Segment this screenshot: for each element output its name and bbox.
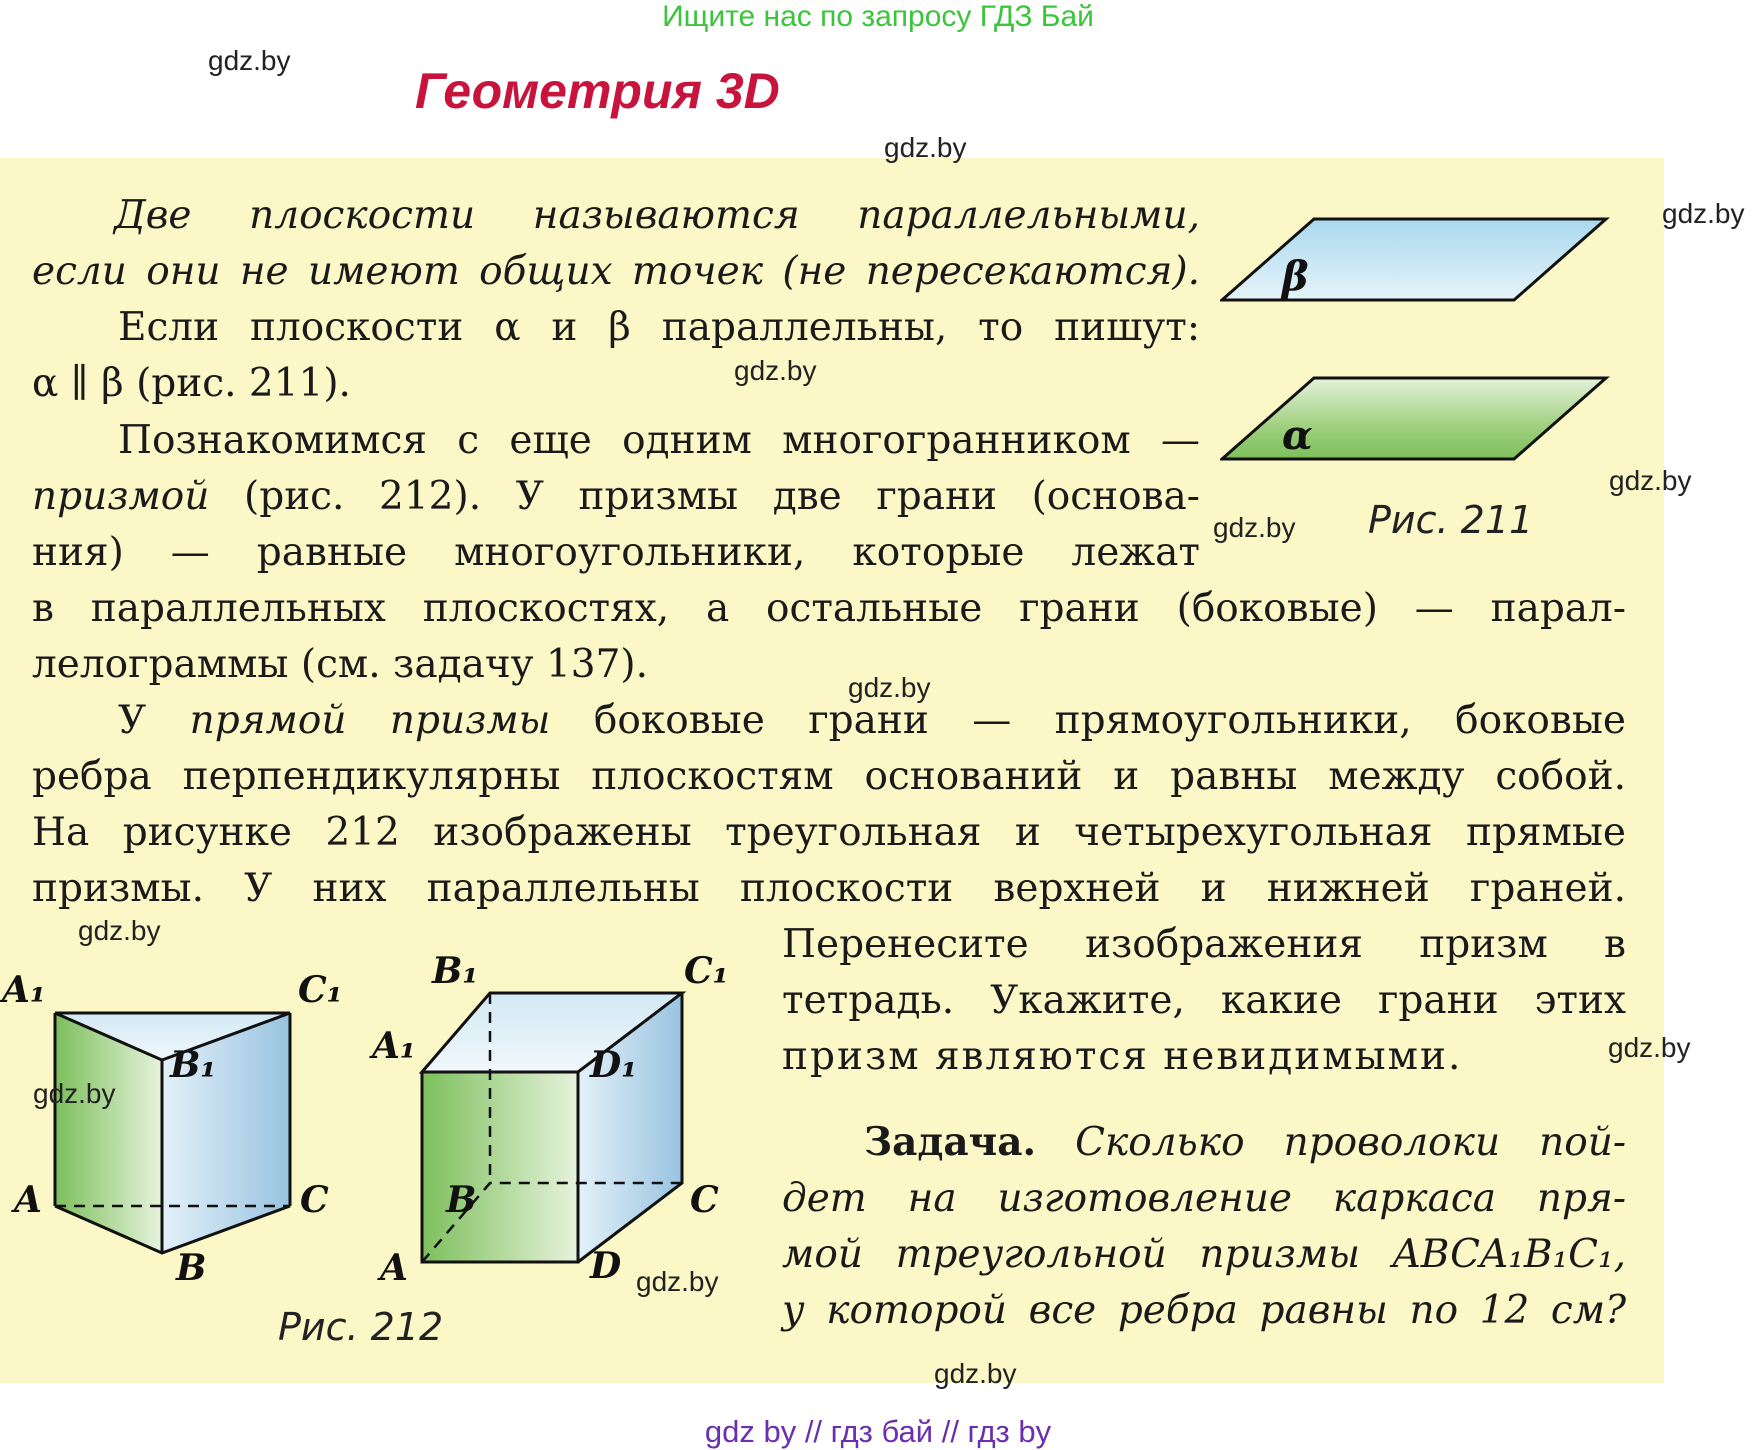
watermark: gdz.by xyxy=(78,915,161,946)
quad-label-C1: C₁ xyxy=(684,950,729,992)
watermark: gdz.by xyxy=(848,672,931,703)
prism-intro-paragraph-wide xyxy=(32,581,1626,693)
right-prism-text: У xyxy=(118,698,190,743)
notation-line: α ∥ β (рис. 211). xyxy=(32,361,351,406)
plane-alpha-label: α xyxy=(1282,412,1313,459)
tri-label-C: C xyxy=(300,1179,329,1221)
quad-label-B1: B₁ xyxy=(432,950,479,992)
quad-label-A: A xyxy=(380,1247,408,1280)
exercise-line: призм являются невидимыми. xyxy=(782,1034,1463,1079)
definition-line: если они не имеют общих точек (не пересекаются). xyxy=(32,249,1200,294)
watermark: gdz.by xyxy=(1662,198,1745,229)
watermark: gdz.by xyxy=(934,1358,1017,1389)
top-banner[interactable]: Ищите нас по запросу ГДЗ Бай xyxy=(662,0,1094,33)
watermark: gdz.by xyxy=(1608,1032,1691,1063)
quad-label-D: D xyxy=(590,1245,622,1280)
notation-paragraph xyxy=(32,300,1200,412)
footer-links[interactable]: gdz by // гдз бай // гдз by xyxy=(704,1414,1052,1449)
quadrilateral-prism xyxy=(369,950,728,1280)
right-prism-text: боковые грани — прямоугольники, боковые xyxy=(550,698,1626,743)
prism-intro-line: Познакомимся с еще одним многогранником — xyxy=(118,418,1200,463)
tri-label-A: A xyxy=(14,1179,42,1221)
figure-212-prisms xyxy=(0,940,760,1280)
tri-label-C1: C₁ xyxy=(298,969,343,1011)
right-prism-line xyxy=(32,693,1626,749)
prism-intro-text: (рис. 212). У призмы две грани (основа- xyxy=(209,474,1200,519)
notation-line: Если плоскости α и β параллельны, то пишут: xyxy=(118,305,1200,350)
definition-paragraph xyxy=(32,188,1200,300)
task-label: Задача. xyxy=(864,1119,1037,1165)
watermark: gdz.by xyxy=(1609,465,1692,496)
tri-label-B1: B₁ xyxy=(170,1044,217,1086)
task-text: Сколько проволоки пой- xyxy=(1075,1120,1626,1165)
right-prism-paragraph xyxy=(32,693,1626,917)
quad-face-front xyxy=(422,1072,578,1262)
figure-211-parallel-planes xyxy=(1220,205,1660,475)
triangular-prism xyxy=(0,969,342,1280)
task-line xyxy=(782,1114,1626,1171)
exercise-line: тетрадь. Укажите, какие грани этих xyxy=(782,978,1626,1023)
right-prism-line: На рисунке 212 изображены треугольная и четырехугольная прямые xyxy=(32,810,1626,855)
prism-intro-paragraph xyxy=(32,413,1200,581)
quad-label-D1: D₁ xyxy=(590,1044,637,1086)
tri-label-A1: A₁ xyxy=(2,969,46,1011)
quad-label-C: C xyxy=(690,1179,719,1221)
plane-alpha xyxy=(1222,378,1606,459)
watermark: gdz.by xyxy=(33,1078,116,1109)
plane-beta xyxy=(1222,219,1606,300)
prism-intro-line: ния) — равные многоугольники, которые лежат xyxy=(32,530,1200,575)
page-title: Геометрия 3D xyxy=(415,63,780,119)
figure-211-caption: Рис. 211 xyxy=(1368,498,1534,542)
right-prism-line: призмы. У них параллельны плоскости верхней и нижней граней. xyxy=(32,866,1626,911)
task-paragraph xyxy=(782,1114,1626,1339)
right-prism-term: прямой призмы xyxy=(189,698,551,743)
exercise-paragraph xyxy=(782,917,1626,1085)
task-line: дет на изготовление каркаса пря- xyxy=(782,1176,1626,1221)
watermark: gdz.by xyxy=(884,132,967,163)
task-line: мой треугольной призмы ABCA₁B₁C₁, xyxy=(782,1232,1626,1277)
figure-212-caption: Рис. 212 xyxy=(278,1305,444,1349)
tri-label-B: B xyxy=(176,1247,207,1280)
watermark: gdz.by xyxy=(734,355,817,386)
quad-label-B: B xyxy=(446,1179,477,1221)
prism-term: призмой xyxy=(32,474,210,519)
definition-line: Две плоскости называются параллельными, xyxy=(114,193,1200,238)
right-prism-line: ребра перпендикулярны плоскостям оснований и равны между собой. xyxy=(32,754,1626,799)
prism-intro-line xyxy=(32,469,1200,525)
prism-intro-line: в параллельных плоскостях, а остальные грани (боковые) — парал- xyxy=(32,586,1626,631)
prism-intro-line: лелограммы (см. задачу 137). xyxy=(32,642,649,687)
watermark: gdz.by xyxy=(1213,512,1296,543)
task-line: у которой все ребра равны по 12 см? xyxy=(782,1288,1626,1333)
watermark: gdz.by xyxy=(636,1266,719,1297)
watermark: gdz.by xyxy=(208,45,291,76)
plane-beta-label: β xyxy=(1282,253,1309,300)
quad-label-A1: A₁ xyxy=(372,1025,416,1067)
exercise-line: Перенесите изображения призм в xyxy=(782,922,1626,967)
